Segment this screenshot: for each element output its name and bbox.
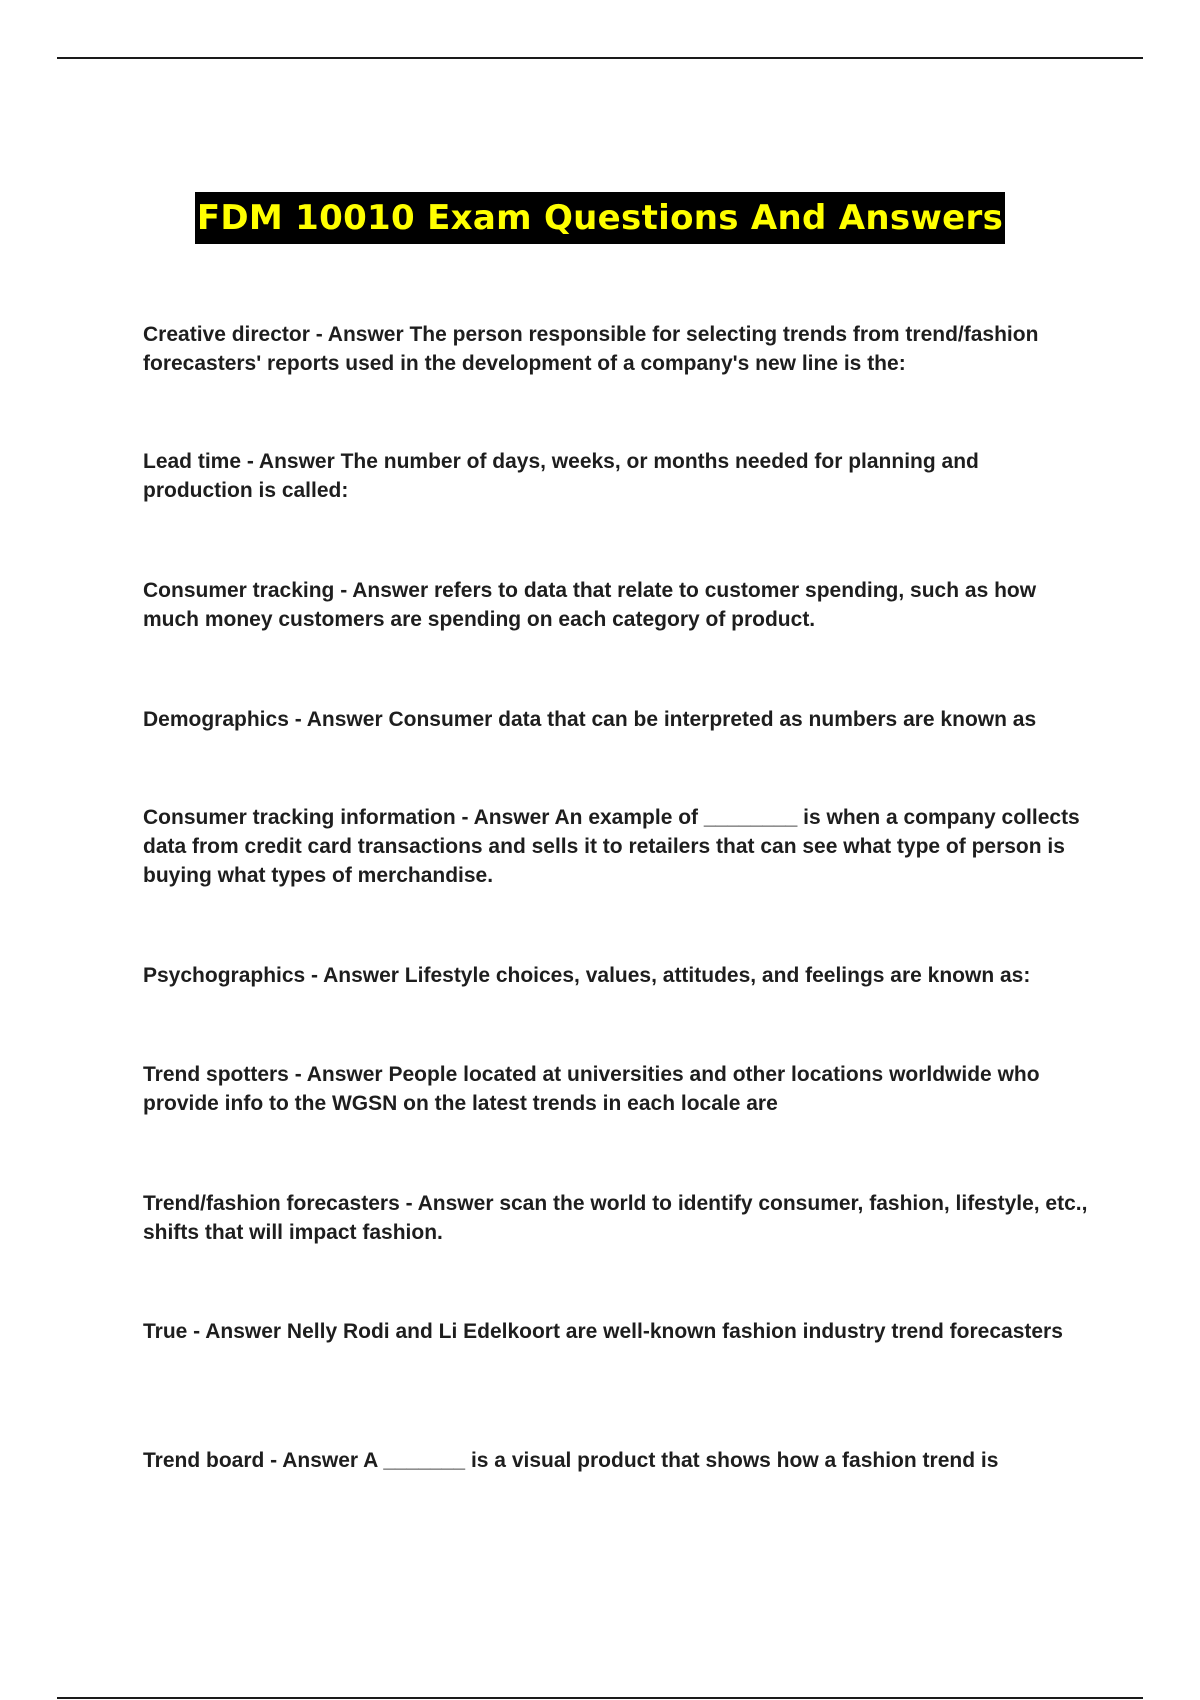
qa-entry: Consumer tracking information - Answer An example of ________ is when a company collects data from credit card transactions and sells it to retailers that can see what type of person is buying what types of merchandise.: [143, 806, 1080, 887]
qa-entry: Trend/fashion forecasters - Answer scan the world to identify consumer, fashion, lifestyle, etc., shifts that will impact fashion.: [143, 1192, 1088, 1244]
top-divider: [57, 57, 1143, 59]
qa-entry: Psychographics - Answer Lifestyle choices, values, attitudes, and feelings are known as:: [143, 964, 1031, 987]
qa-entry: Trend board - Answer A _______ is a visual product that shows how a fashion trend is: [143, 1449, 999, 1472]
qa-entry: Creative director - Answer The person responsible for selecting trends from trend/fashion forecasters' reports used in the development of a company's new line is the:: [143, 323, 1039, 375]
bottom-divider: [57, 1697, 1143, 1699]
qa-entry: Trend spotters - Answer People located at universities and other locations worldwide who provide info to the WGSN on the latest trends in each locale are: [143, 1063, 1040, 1115]
qa-entry: Lead time - Answer The number of days, weeks, or months needed for planning and production is called:: [143, 450, 979, 502]
qa-entry: Consumer tracking - Answer refers to data that relate to customer spending, such as how much money customers are spending on each category of product.: [143, 579, 1037, 631]
qa-entry: True - Answer Nelly Rodi and Li Edelkoort are well-known fashion industry trend forecasters: [143, 1320, 1063, 1343]
document-title: FDM 10010 Exam Questions And Answers: [195, 192, 1005, 244]
title-banner: [0, 192, 1200, 244]
qa-entry: Demographics - Answer Consumer data that can be interpreted as numbers are known as: [143, 708, 1037, 731]
